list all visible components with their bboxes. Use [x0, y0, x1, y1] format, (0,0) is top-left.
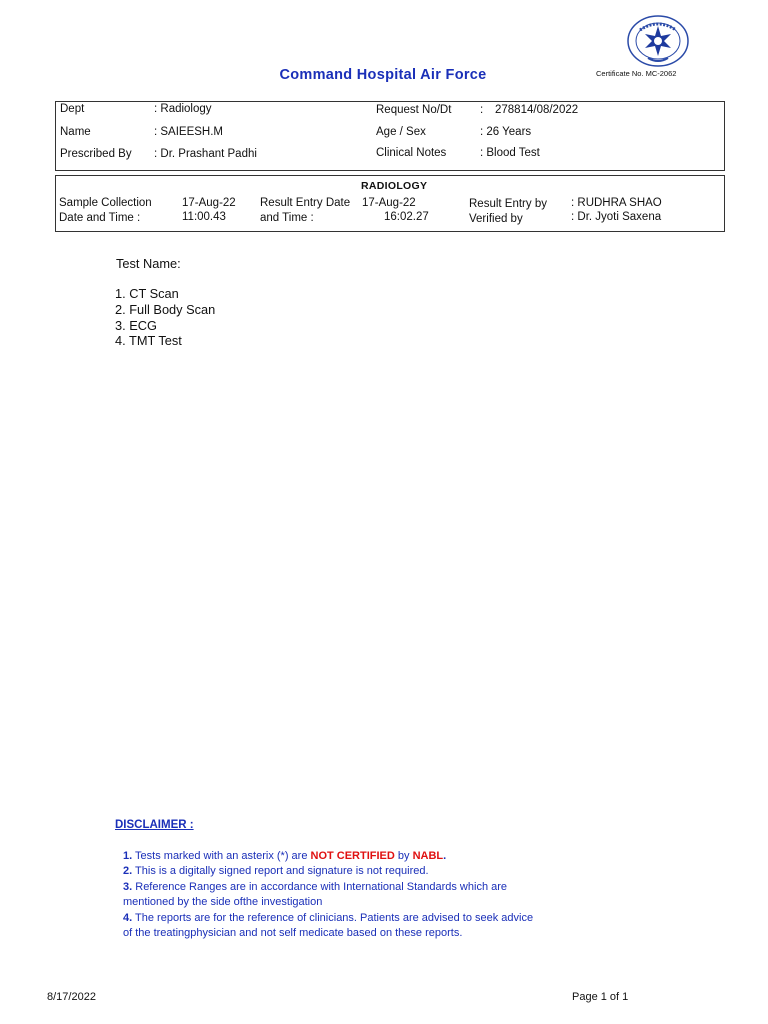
prescribed-value: : Dr. Prashant Padhi: [154, 148, 257, 160]
prescribed-label: Prescribed By: [60, 148, 132, 160]
request-label: Request No/Dt: [376, 104, 452, 116]
disclaimer-line-3: 3. Reference Ranges are in accordance with International Standards which are: [123, 881, 508, 893]
verified-value: : Dr. Jyoti Saxena: [571, 211, 662, 223]
sample-date: 17-Aug-22: [182, 197, 236, 209]
test-item: 2. Full Body Scan: [115, 302, 216, 317]
hospital-title: Command Hospital Air Force: [279, 67, 487, 83]
disclaimer-line-4b: of the treatingphysician and not self medicate based on these reports.: [123, 927, 463, 939]
entry-by-label: Result Entry by: [469, 198, 547, 210]
result-info-box: [55, 175, 725, 232]
verified-label: Verified by: [469, 213, 523, 225]
patient-info-box: [55, 101, 725, 171]
disclaimer-line-3b: mentioned by the side ofthe investigation: [123, 896, 323, 908]
entry-by-value: : RUDHRA SHAO: [571, 197, 662, 209]
footer-page: Page 1 of 1: [572, 991, 629, 1003]
test-name-heading: Test Name:: [116, 256, 181, 271]
disclaimer-line-1: 1. Tests marked with an asterix (*) are NOT CERTIFIED by NABL.: [123, 850, 447, 862]
entry-time: 16:02.27: [384, 211, 429, 223]
request-value: 278814/08/2022: [495, 104, 579, 116]
clinical-value: : Blood Test: [480, 147, 540, 159]
age-value: : 26 Years: [480, 126, 532, 138]
footer-date: 8/17/2022: [47, 991, 96, 1003]
dept-label: Dept: [60, 103, 85, 115]
clinical-label: Clinical Notes: [376, 147, 447, 159]
age-label: Age / Sex: [376, 126, 426, 138]
entry-date: 17-Aug-22: [362, 197, 416, 209]
test-item: 3. ECG: [115, 318, 157, 333]
name-label: Name: [60, 126, 91, 138]
sample-label-1: Sample Collection: [59, 197, 152, 209]
dept-value: : Radiology: [154, 103, 212, 115]
sample-label-2: Date and Time :: [59, 212, 141, 224]
entry-label-2: and Time :: [260, 212, 314, 224]
test-item: 1. CT Scan: [115, 286, 179, 301]
disclaimer-line-2: 2. This is a digitally signed report and signature is not required.: [123, 865, 429, 877]
test-item: 4. TMT Test: [115, 333, 182, 348]
section-heading: RADIOLOGY: [361, 180, 428, 192]
entry-label-1: Result Entry Date: [260, 197, 351, 209]
request-colon: :: [480, 104, 484, 116]
nabl-seal-icon: [626, 14, 690, 68]
sample-time: 11:00.43: [182, 211, 226, 223]
certificate-number: Certificate No. MC-2062: [596, 69, 677, 78]
disclaimer-heading: DISCLAIMER :: [115, 819, 194, 831]
disclaimer-line-4: 4. The reports are for the reference of clinicians. Patients are advised to seek advice: [123, 912, 534, 924]
name-value: : SAIEESH.M: [154, 126, 224, 138]
